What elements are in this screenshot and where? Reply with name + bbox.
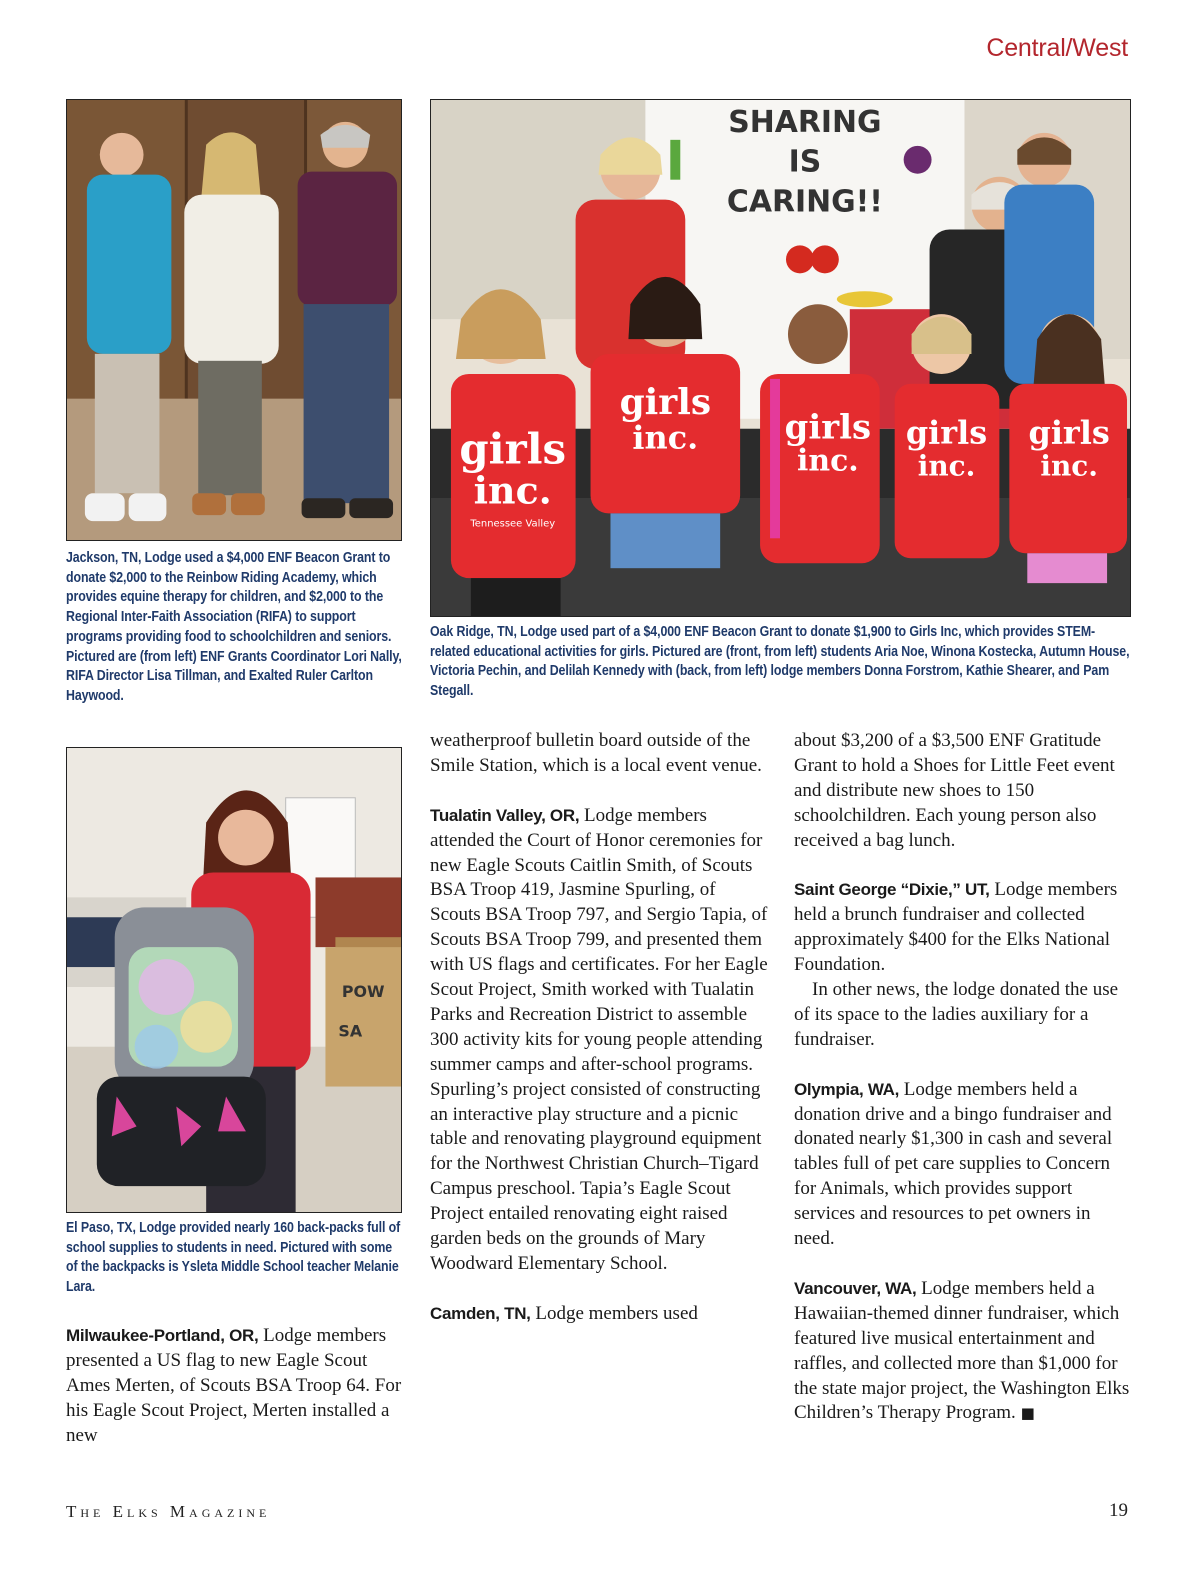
article-tualatin: [430, 804, 770, 1277]
article-lead: Saint George “Dixie,” UT,: [794, 880, 990, 900]
article-camden: [430, 1302, 770, 1327]
svg-text:inc.: inc.: [1040, 449, 1098, 483]
caption-jackson: [66, 549, 402, 707]
end-mark-icon: ■: [1020, 1404, 1035, 1423]
article-lead: Tualatin Valley, OR,: [430, 805, 580, 825]
group-photo-icon: [431, 100, 1130, 616]
svg-text:inc.: inc.: [632, 418, 699, 457]
svg-text:girls: girls: [905, 413, 988, 452]
article-text: Lodge members held a brunch fundraiser and collected approximately $400 for the Elks National Foundation.: [794, 879, 1118, 976]
article-saint-george: [794, 878, 1132, 978]
article-lead: Vancouver, WA,: [794, 1278, 917, 1298]
article-text: Lodge members held a Hawaiian-themed dinner fundraiser, which featured live musical entertainment and raffles, and collected more than $1,000 for the state major project, the Washington Elks Children’s Therapy Program.: [794, 1277, 1130, 1424]
teacher-with-backpacks-icon: [67, 748, 401, 1212]
board-text-line1: SHARING: [728, 104, 882, 140]
section-title: Central/West: [986, 34, 1128, 62]
article-lead: Camden, TN,: [430, 1303, 531, 1323]
svg-text:Tennessee Valley: Tennessee Valley: [470, 518, 556, 530]
caption-el-paso: [66, 1219, 402, 1298]
article-saint-george-para2: In other news, the lodge donated the use of its space to the ladies auxiliary for a fundraiser.: [794, 979, 1119, 1050]
group-photo-icon: [67, 100, 401, 540]
svg-text:girls: girls: [1028, 413, 1110, 452]
article-lead: Milwaukee-Portland, OR,: [66, 1326, 259, 1345]
box-text: SA: [338, 1021, 363, 1041]
svg-text:inc.: inc.: [473, 467, 552, 513]
article-lead: Olympia, WA,: [794, 1079, 900, 1099]
photo-jackson: [66, 99, 402, 541]
box-text: POW: [341, 981, 385, 1001]
magazine-name: The Elks Magazine: [66, 1502, 271, 1521]
caption-text: Lodge used a $4,000 ENF Beacon Grant to donate $2,000 to the Reinbow Riding Academy, which provides equine therapy for children, and $2,000 to the Regional Inter-Faith Association (RIFA) to support programs providing food to schoolchildren and seniors. Pictured are (from left) ENF Grants Coordinator Lori Nally, RIFA Director Lisa Tillman, and Exalted Ruler Carlton Haywood.: [66, 550, 402, 704]
article-text: Lodge members presented a US flag to new Eagle Scout Ames Merten, of Scouts BSA Troop 64. For his Eagle Scout Project, Merten installed a new: [66, 1325, 402, 1446]
caption-lead: El Paso, TX,: [66, 1220, 136, 1236]
article-olympia: [794, 1078, 1132, 1252]
article-text: Lodge members used: [530, 1302, 698, 1324]
svg-text:girls: girls: [784, 406, 872, 447]
svg-text:girls: girls: [619, 380, 712, 423]
article-camden-continued: about $3,200 of a $3,500 ENF Gratitude Grant to hold a Shoes for Little Feet event and distribute new shoes to 150 schoolchildren. Each young person also received a bag lunch.: [794, 730, 1115, 851]
article-text: Lodge members attended the Court of Honor ceremonies for new Eagle Scouts Caitlin Smith, of Scouts BSA Troop 419, Jasmine Spurling, of Scouts BSA Troop 797, and Sergio Tapia, of Scouts BSA Troop 799, and presented them with US flags and certificates. For her Eagle Scout Project, Smith worked with Tualatin Parks and Recreation District to assemble 300 activity kits for young people attending summer camps and after-school programs. Spurling’s project consisted of constructing an interactive play structure and a picnic table and renovating playground equipment for the Northwest Christian Church–Tigard Campus preschool. Tapia’s Eagle Scout Project entailed renovating eight raised garden beds on the grounds of Mary Woodward Elementary School.: [430, 804, 768, 1275]
column-1: [66, 1324, 402, 1449]
caption-oak-ridge: [430, 623, 1131, 702]
board-text-line2: IS: [788, 144, 822, 180]
photo-el-paso: [66, 747, 402, 1213]
caption-lead: Oak Ridge, TN,: [430, 624, 517, 640]
article-text: Lodge members held a donation drive and a bingo fundraiser and donated nearly $1,300 in cash and several tables full of pet care supplies to Concern for Animals, which provides support services and resources to pet owners in need.: [794, 1078, 1113, 1250]
caption-lead: Jackson, TN,: [66, 550, 142, 566]
photo-oak-ridge: [430, 99, 1131, 617]
caption-text: Lodge used part of a $4,000 ENF Beacon Grant to donate $1,900 to Girls Inc, which provides STEM-related educational activities for girls. Pictured are (front, from left) students Aria Noe, Winona Kostecka, Autumn House, Victoria Pechin, and Delilah Kennedy with (back, from left) lodge members Donna Forstrom, Kathie Shearer, and Pam Stegall.: [430, 624, 1130, 700]
svg-text:inc.: inc.: [917, 449, 976, 483]
article-milwaukee: [66, 1324, 402, 1449]
column-3: [794, 729, 1132, 1426]
board-text-line3: CARING!!: [726, 184, 883, 220]
column-2: [430, 729, 770, 1327]
article-milwaukee-continued: weatherproof bulletin board outside of the Smile Station, which is a local event venue.: [430, 730, 762, 776]
article-vancouver: [794, 1277, 1132, 1426]
svg-text:girls: girls: [459, 424, 567, 474]
svg-text:inc.: inc.: [797, 443, 859, 479]
caption-text: Lodge provided nearly 160 back-packs full of school supplies to students in need. Pictured with some of the backpacks is Ysleta Middle School teacher Melanie Lara.: [66, 1220, 401, 1296]
page-number: 19: [1109, 1500, 1128, 1521]
